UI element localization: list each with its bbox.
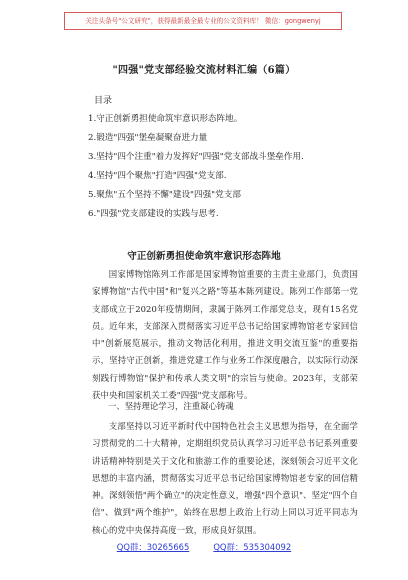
- qq-group-link[interactable]: QQ群：30265665: [116, 542, 190, 552]
- toc-heading: 目录: [94, 96, 113, 106]
- section-title: 守正创新勇担使命筑牢意识形态阵地: [127, 251, 281, 262]
- toc-item[interactable]: 4.坚持"四个聚焦"打造"四强"党支部.: [88, 171, 227, 181]
- toc-item[interactable]: 5.聚焦"五个坚持不懈"建设"四强"党支部: [88, 190, 241, 200]
- qq-group-link[interactable]: QQ群：535304092: [213, 542, 292, 552]
- promo-banner: 关注头条号"公文研究"，获得最新最全最专业的公文资料库！ 微信：gongwenyj: [64, 12, 342, 30]
- body-paragraph: 支部坚持以习近平新时代中国特色社会主义思想为指导，在全面学习贯彻党的二十大精神，定期组织党员认真学习习近平总书记系列重要讲话精神特别是关于文化和旅游工作的重要论述，深刻领会习近平文化思想的丰富内涵，贯彻落实习近平总书记给国家博物馆老专家的回信精神。深刻领悟"两个确立"的决定性意义，增强"四个意识"、坚定"四个自信"、做到"两个维护"，始终在思想上政治上行动上同以习近平同志为核心的党中央保持高度一致，形成良好氛围。: [92, 421, 358, 535]
- toc-item[interactable]: 3.坚持"四个注重"着力发挥好"四强"党支部战斗堡垒作用.: [88, 152, 304, 162]
- document-title: "四强"党支部经验交流材料汇编（6篇）: [112, 65, 296, 76]
- table-of-contents: [88, 110, 388, 224]
- section-subheading: 一、坚持理论学习，注重凝心铸魂: [108, 401, 234, 411]
- toc-item[interactable]: 1.守正创新勇担使命筑牢意识形态阵地。: [88, 114, 243, 124]
- body-paragraph: 国家博物馆陈列工作部是国家博物馆重要的主责主业部门，负责国家博物馆"古代中国"和"复兴之路"等基本陈列建设。陈列工作部第一党支部成立于2020年疫情期间，隶属于陈列工作部党总支，现有15名党员。近年来，支部深入贯彻落实习近平总书记给国家博物馆老专家回信中"创新展览展示，推动文物活化利用，推进文明交流互鉴"的重要指示，坚持守正创新，推进党建工作与业务工作深度融合，以实际行动深刻践行博物馆"保护和传承人类文明"的宗旨与使命。2023年，支部荣获中央和国家机关工委"四强"党支部称号。: [92, 269, 358, 401]
- toc-item[interactable]: 6."四强"党支部建设的实践与思考.: [88, 209, 219, 219]
- footer: [0, 541, 408, 553]
- toc-item[interactable]: 2.锻造"四强"堡垒凝聚奋进力量: [88, 133, 208, 143]
